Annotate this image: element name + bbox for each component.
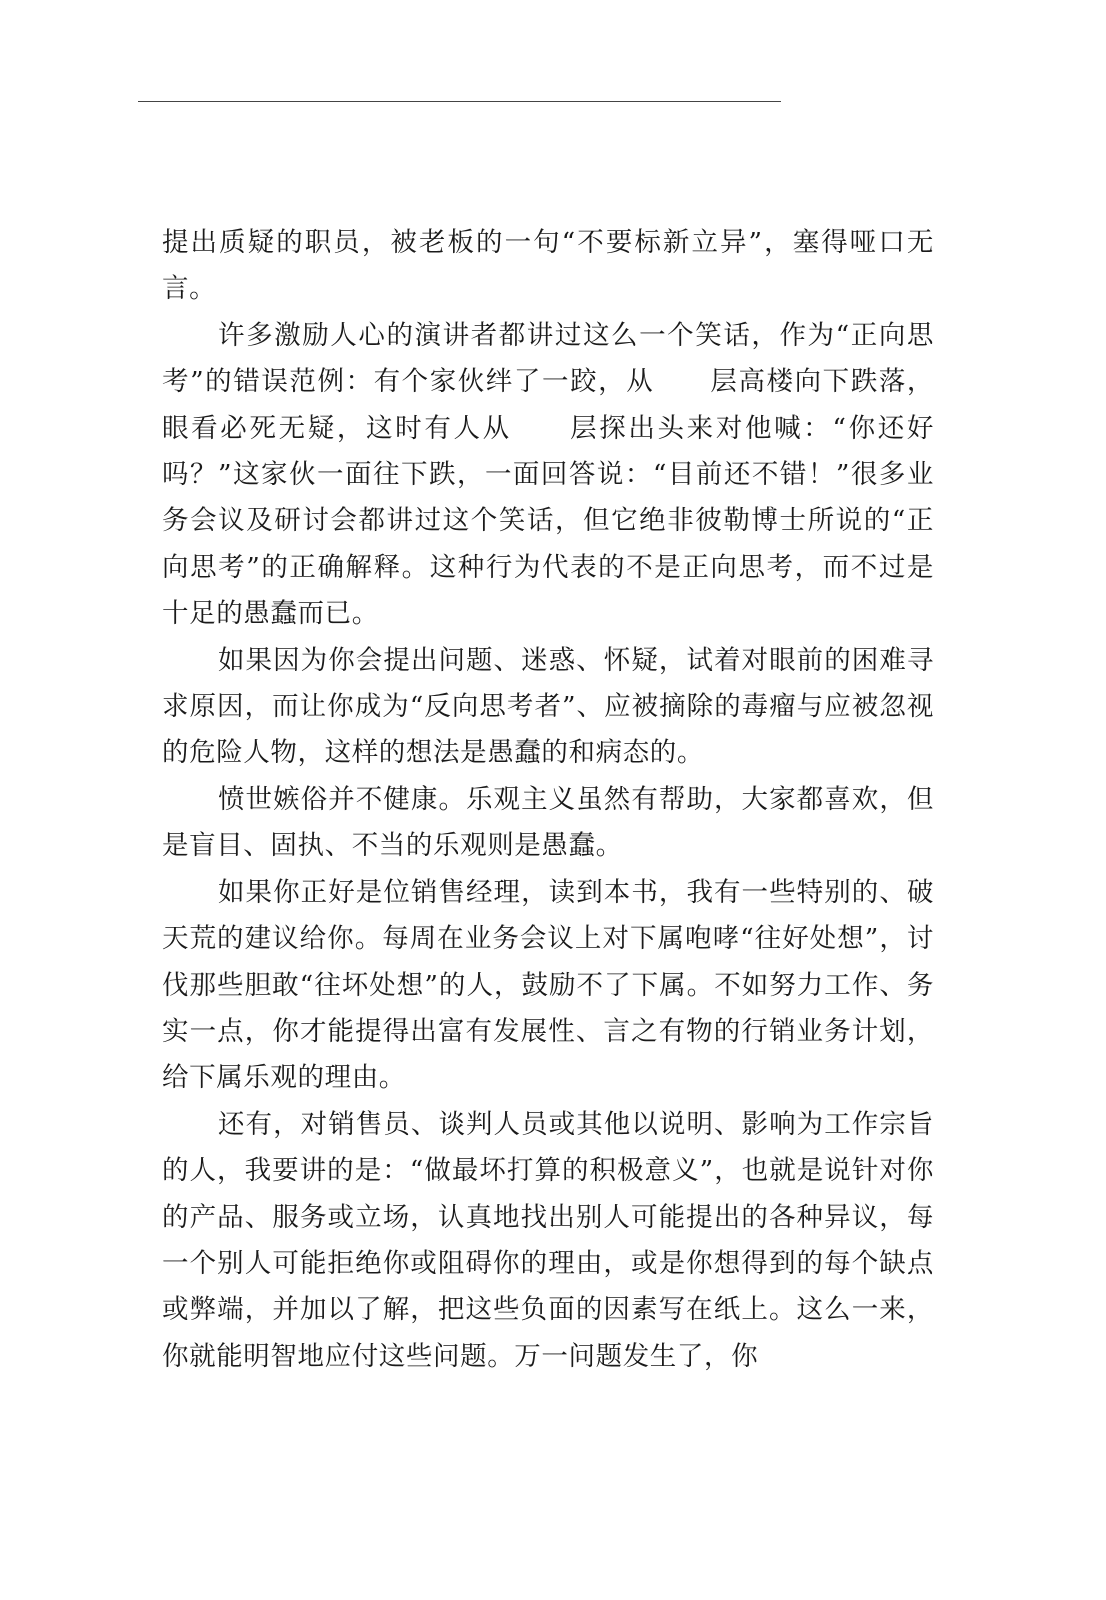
header-rule xyxy=(138,101,781,102)
paragraph: 愤世嫉俗并不健康。乐观主义虽然有帮助，大家都喜欢，但是盲目、固执、不当的乐观则是愚蠢。 xyxy=(162,783,934,862)
paragraph: 如果因为你会提出问题、迷惑、怀疑，试着对眼前的困难寻求原因，而让你成为“反向思考者”、应被摘除的毒瘤与应被忽视的危险人物，这样的想法是愚蠢的和病态的。 xyxy=(162,644,934,769)
paragraph: 还有，对销售员、谈判人员或其他以说明、影响为工作宗旨的人，我要讲的是：“做最坏打算的积极意义”，也就是说针对你的产品、服务或立场，认真地找出别人可能提出的各种异议，每一个别人可能拒绝你或阻碍你的理由，或是你想得到的每个缺点或弊端，并加以了解，把这些负面的因素写在纸上。这么一来，你就能明智地应付这些问题。万一问题发生了，你 xyxy=(162,1108,934,1372)
paragraph-continuation: 提出质疑的职员，被老板的一句“不要标新立异”，塞得哑口无言。 xyxy=(162,227,934,305)
paragraph: 如果你正好是位销售经理，读到本书，我有一些特别的、破天荒的建议给你。每周在业务会议上对下属咆哮“往好处想”，讨伐那些胆敢“往坏处想”的人，鼓励不了下属。不如努力工作、务实一点，你才能提得出富有发展性、言之有物的行销业务计划，给下属乐观的理由。 xyxy=(162,876,934,1094)
paragraph: 许多激励人心的演讲者都讲过这么一个笑话，作为“正向思考”的错误范例：有个家伙绊了一跤，从 层高楼向下跌落，眼看必死无疑，这时有人从 层探出头来对他喊：“你还好吗？”这家伙一面往下跌，一面回答说：“目前还不错！”很多业务会议及研讨会都讲过这个笑话，但它绝非彼勒博士所说的“正向思考”的正确解释。这种行为代表的不是正向思考，而不过是十足的愚蠢而已。 xyxy=(162,319,934,630)
page-body xyxy=(162,220,934,1380)
